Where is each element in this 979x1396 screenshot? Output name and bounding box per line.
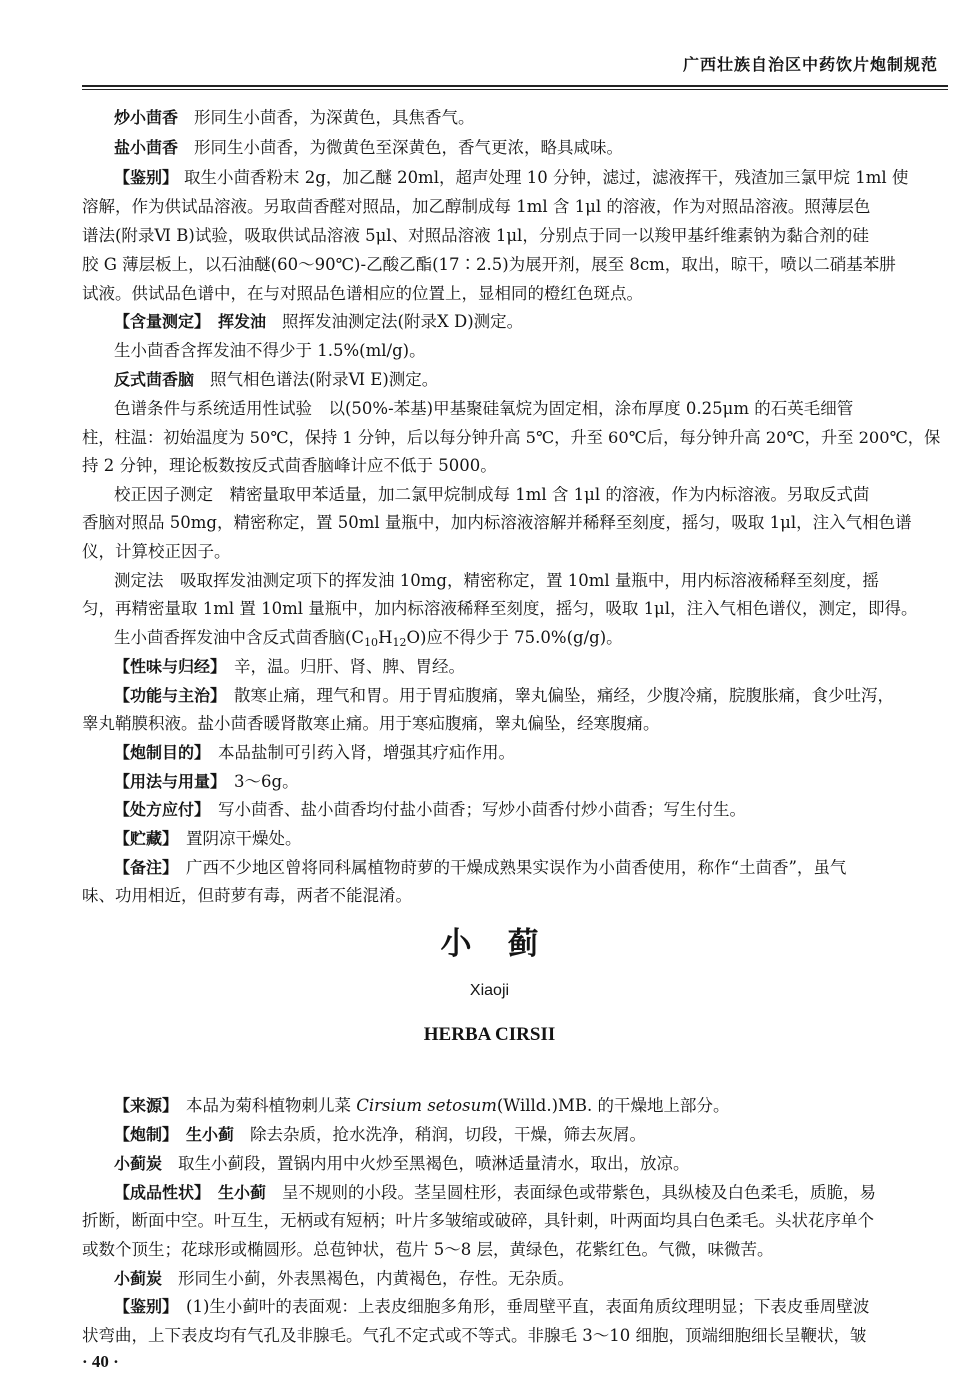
- entry-latin-name: HERBA CIRSII: [423, 1024, 556, 1045]
- line-req-anethole: 生小茴香挥发油中含反式茴香脑(C10H12O)应不得少于 75.0%(g/g)。: [114, 628, 623, 649]
- line-beizhu-1: 【备注】 广西不少地区曾将同科属植物莳萝的干燥成熟果实误作为小茴香使用，称作“土茴香”，虽气: [114, 858, 847, 877]
- laiyuan-label: 【来源】: [114, 1096, 179, 1115]
- line-laiyuan: 【来源】 本品为菊科植物刺儿菜 Cirsium setosum(Willd.)MB. 的干燥地上部分。: [114, 1096, 730, 1115]
- jb-label: 【鉴别】: [114, 1297, 179, 1316]
- line-chufang: 【处方应付】 写小茴香、盐小茴香均付盐小茴香；写炒小茴香付炒小茴香；写生付生。: [114, 800, 747, 819]
- line-jianbie-4: 胶 G 薄层板上，以石油醚(60～90℃)-乙酸乙酯(17∶2.5)为展开剂，展至 8cm，取出，晾干，喷以二硝基苯肼: [82, 255, 896, 274]
- sheng-xiaoji-label: 生小蓟: [186, 1125, 235, 1144]
- mudi-label: 【炮制目的】: [114, 743, 211, 762]
- hanliang-label: 【含量测定】: [114, 312, 211, 331]
- line-tan: 小蓟炭 取生小蓟段，置锅内用中火炒至黑褐色，喷淋适量清水，取出，放凉。: [114, 1154, 690, 1173]
- yan-label: 盐小茴香: [114, 138, 179, 157]
- line-gongneng-1: 【功能与主治】 散寒止痛，理气和胃。用于胃疝腹痛，睾丸偏坠，痛经，少腹冷痛，脘腹胀痛，食少吐泻，: [114, 686, 895, 705]
- entry-title: 小蓟: [440, 926, 575, 962]
- line-xz-tan: 小蓟炭 形同生小蓟，外表黑褐色，内黄褐色，存性。无杂质。: [114, 1269, 575, 1288]
- line-sepu-3: 持 2 分钟，理论板数按反式茴香脑峰计应不低于 5000。: [82, 456, 497, 475]
- gongneng-label: 【功能与主治】: [114, 686, 227, 705]
- beizhu-label: 【备注】: [114, 858, 179, 877]
- fanshi-label: 反式茴香脑: [114, 370, 195, 389]
- running-header: 广西壮族自治区中药饮片炮制规范: [682, 55, 938, 74]
- line-hanliang: 【含量测定】 挥发油 照挥发油测定法(附录Ⅹ D)测定。: [114, 312, 524, 331]
- yongfa-label: 【用法与用量】: [114, 772, 227, 791]
- line-jianbie-1: 【鉴别】 取生小茴香粉末 2g，加乙醚 20ml，超声处理 10 分钟，滤过，滤液挥干，残渣加三氯甲烷 1ml 使: [114, 168, 909, 187]
- line-hanliang-req: 生小茴香含挥发油不得少于 1.5%(ml/g)。: [114, 341, 426, 360]
- jianbie-label: 【鉴别】: [114, 168, 179, 187]
- xingzhuang-label: 【成品性状】: [114, 1183, 211, 1202]
- line-jianbie-2: 溶解，作为供试品溶液。另取茴香醛对照品，加乙醇制成每 1ml 含 1μl 的溶液，作为对照品溶液。照薄层色: [82, 197, 871, 216]
- line-gongneng-2: 睾丸鞘膜积液。盐小茴香暖肾散寒止痛。用于寒疝腹痛，睾丸偏坠，经寒腹痛。: [82, 714, 660, 733]
- line-ceding-2: 匀，再精密量取 1ml 置 10ml 量瓶中，加内标溶液稀释至刻度，摇匀，吸取 1μl，注入气相色谱仪，测定，即得。: [82, 599, 918, 618]
- line-jiaozheng-3: 仪，计算校正因子。: [82, 542, 231, 561]
- page-number: · 40 ·: [82, 1352, 119, 1371]
- header-rule: [82, 85, 948, 87]
- line-zhucang: 【贮藏】 置阴凉干燥处。: [114, 829, 302, 848]
- line-chao: 炒小茴香 形同生小茴香，为深黄色，具焦香气。: [114, 108, 475, 127]
- xiaoji-tan-label: 小蓟炭: [114, 1154, 163, 1173]
- chufang-label: 【处方应付】: [114, 800, 211, 819]
- line-mudi: 【炮制目的】 本品盐制可引药入肾，增强其疗疝作用。: [114, 743, 516, 762]
- line-jianbie-3: 谱法(附录Ⅵ B)试验，吸取供试品溶液 5μl、对照品溶液 1μl，分别点于同一以羧甲基纤维素钠为黏合剂的硅: [82, 226, 869, 245]
- line-xingzhuang-3: 或数个顶生；花球形或椭圆形。总苞钟状，苞片 5～8 层，黄绿色，花紫红色。气微，味微苦。: [82, 1240, 774, 1259]
- line-jb-2: 状弯曲，上下表皮均有气孔及非腺毛。气孔不定式或不等式。非腺毛 3～10 细胞，顶端细胞细长呈鞭状，皱: [82, 1326, 867, 1345]
- line-beizhu-2: 味、功用相近，但莳萝有毒，两者不能混淆。: [82, 886, 412, 905]
- line-yan: 盐小茴香 形同生小茴香，为微黄色至深黄色，香气更浓，略具咸味。: [114, 138, 624, 157]
- line-jiaozheng-2: 香脑对照品 50mg，精密称定，置 50ml 量瓶中，加内标溶液溶解并稀释至刻度，摇匀，吸取 1μl，注入气相色谱: [82, 513, 912, 532]
- line-xingzhuang-2: 折断，断面中空。叶互生，无柄或有短柄；叶片多皱缩或破碎，具针刺，叶两面均具白色柔毛。头状花序单个: [82, 1211, 874, 1230]
- zhucang-label: 【贮藏】: [114, 829, 179, 848]
- paozhi-label: 【炮制】: [114, 1125, 179, 1144]
- line-sepu-1: 色谱条件与系统适用性试验 以(50%-苯基)甲基聚硅氧烷为固定相，涂布厚度 0.25μm 的石英毛细管: [114, 399, 854, 418]
- line-yongfa: 【用法与用量】 3～6g。: [114, 772, 299, 791]
- line-xingwei: 【性味与归经】 辛，温。归肝、肾、脾、胃经。: [114, 657, 466, 676]
- line-jianbie-5: 试液。供试品色谱中，在与对照品色谱相应的位置上，显相同的橙红色斑点。: [82, 284, 643, 303]
- line-fanshi: 反式茴香脑 照气相色谱法(附录Ⅵ E)测定。: [114, 370, 439, 389]
- line-jiaozheng-1: 校正因子测定 精密量取甲苯适量，加二氯甲烷制成每 1ml 含 1μl 的溶液，作为内标溶液。另取反式茴: [114, 485, 870, 504]
- xingwei-label: 【性味与归经】: [114, 657, 227, 676]
- huifayou-label: 挥发油: [218, 312, 267, 331]
- line-jb-1: 【鉴别】 (1)生小蓟叶的表面观：上表皮细胞多角形，垂周壁平直，表面角质纹理明显；下表皮垂周壁波: [114, 1297, 870, 1316]
- chao-label: 炒小茴香: [114, 108, 179, 127]
- entry-pinyin: Xiaoji: [469, 982, 510, 999]
- line-paozhi: 【炮制】 生小蓟 除去杂质，抢水洗净，稍润，切段，干燥，筛去灰屑。: [114, 1125, 647, 1144]
- line-ceding-1: 测定法 吸取挥发油测定项下的挥发油 10mg，精密称定，置 10ml 量瓶中，用内标溶液稀释至刻度，摇: [114, 571, 879, 590]
- latin-species-name: Cirsium setosum: [356, 1096, 497, 1115]
- line-xingzhuang-1: 【成品性状】 生小蓟 呈不规则的小段。茎呈圆柱形，表面绿色或带紫色，具纵棱及白色柔毛，质脆，易: [114, 1183, 877, 1202]
- header-rule-thin: [82, 89, 948, 90]
- line-sepu-2: 柱，柱温：初始温度为 50℃，保持 1 分钟，后以每分钟升高 5℃，升至 60℃后，每分钟升高 20℃，升至 200℃，保: [82, 428, 941, 447]
